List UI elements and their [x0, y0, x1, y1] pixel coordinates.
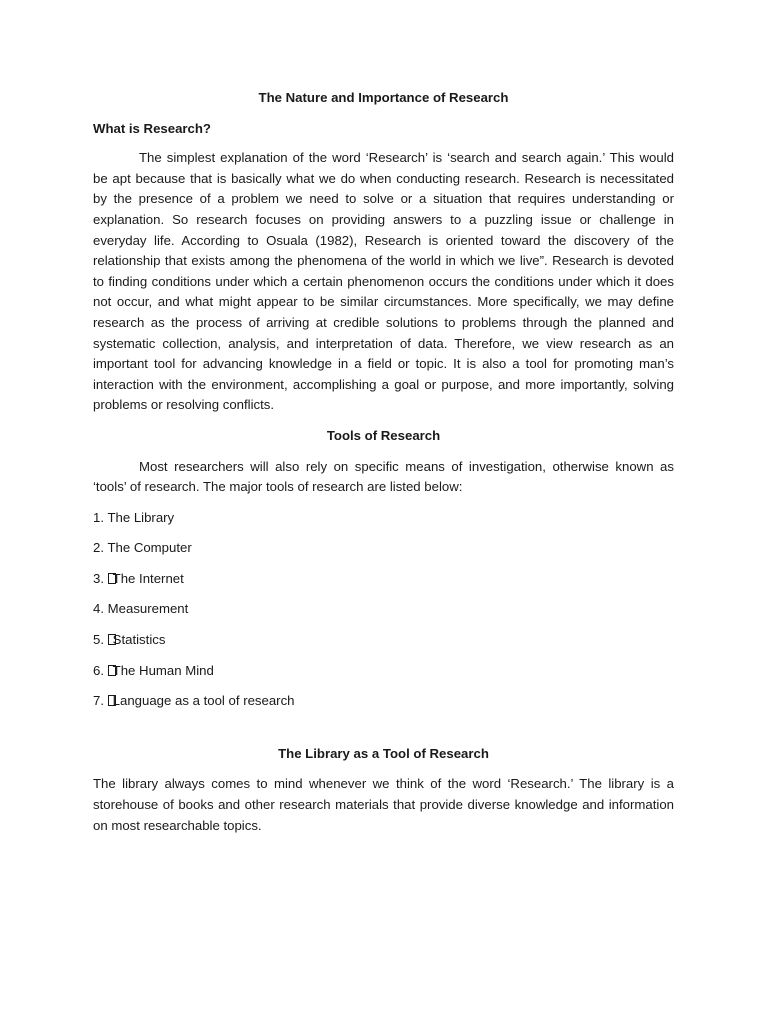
library-section-heading: The Library as a Tool of Research [278, 745, 489, 761]
tools-list [93, 508, 674, 712]
document-body [93, 88, 674, 846]
list-item-number: 2. [93, 540, 104, 556]
list-item [93, 661, 674, 682]
list-item [93, 538, 674, 559]
list-item-number: 3. [93, 570, 104, 586]
list-item [93, 569, 674, 590]
tools-of-research-heading: Tools of Research [326, 427, 441, 443]
list-item [93, 691, 674, 712]
list-item-text: Language as a tool of research [112, 693, 295, 709]
page-title: The Nature and Importance of Research [258, 90, 509, 105]
list-item-text: The Library [107, 509, 175, 525]
library-section-paragraph: The library always comes to mind whenever we think of the word ‘Research.’ The library is a storehouse of books and other research materials that provide diverse knowledge and information on most researchable topics. [93, 776, 674, 833]
list-item-text: Statistics [112, 632, 166, 648]
list-item-text: The Human Mind [112, 662, 214, 678]
tools-of-research-paragraph: Most researchers will also rely on specific means of investigation, otherwise known as ‘tools’ of research. The major tools of research are listed below: [93, 458, 674, 495]
list-item [93, 599, 674, 620]
list-item-text: The Internet [112, 570, 184, 586]
list-item-number: 1. [93, 509, 104, 525]
list-item-text: Measurement [107, 601, 189, 617]
what-is-research-heading: What is Research? [93, 120, 211, 136]
list-item-number: 5. [93, 632, 104, 648]
list-item-number: 6. [93, 662, 104, 678]
list-item-number: 7. [93, 693, 104, 709]
list-item-text: The Computer [107, 540, 192, 556]
list-item-number: 4. [93, 601, 104, 617]
what-is-research-paragraph: The simplest explanation of the word ‘Research’ is ‘search and search again.’ This would be apt because that is basically what we do when conducting research. Research is necessitated by the presence of a problem we need to solve or a situation that requires understanding or explanation. So research focuses on providing answers to a puzzling issue or challenge in everyday life. According to Osuala (1982), Research is oriented toward the discovery of the relationship that exists among the phenomena of the world in which we live”. Research is devoted to finding conditions under which a certain phenomenon occurs the conditions under which it does not occur, and what might appear to be similar circumstances. More specifically, we may define research as the process of arriving at credible solutions to problems through the planned and systematic collection, analysis, and interpretation of data. Therefore, we view research as an important tool for advancing knowledge in a field or topic. It is also a tool for promoting man’s interaction with the environment, accomplishing a goal or purpose, and more importantly, solving problems or resolving conflicts. [93, 150, 674, 413]
list-item [93, 508, 674, 529]
list-item [93, 630, 674, 651]
